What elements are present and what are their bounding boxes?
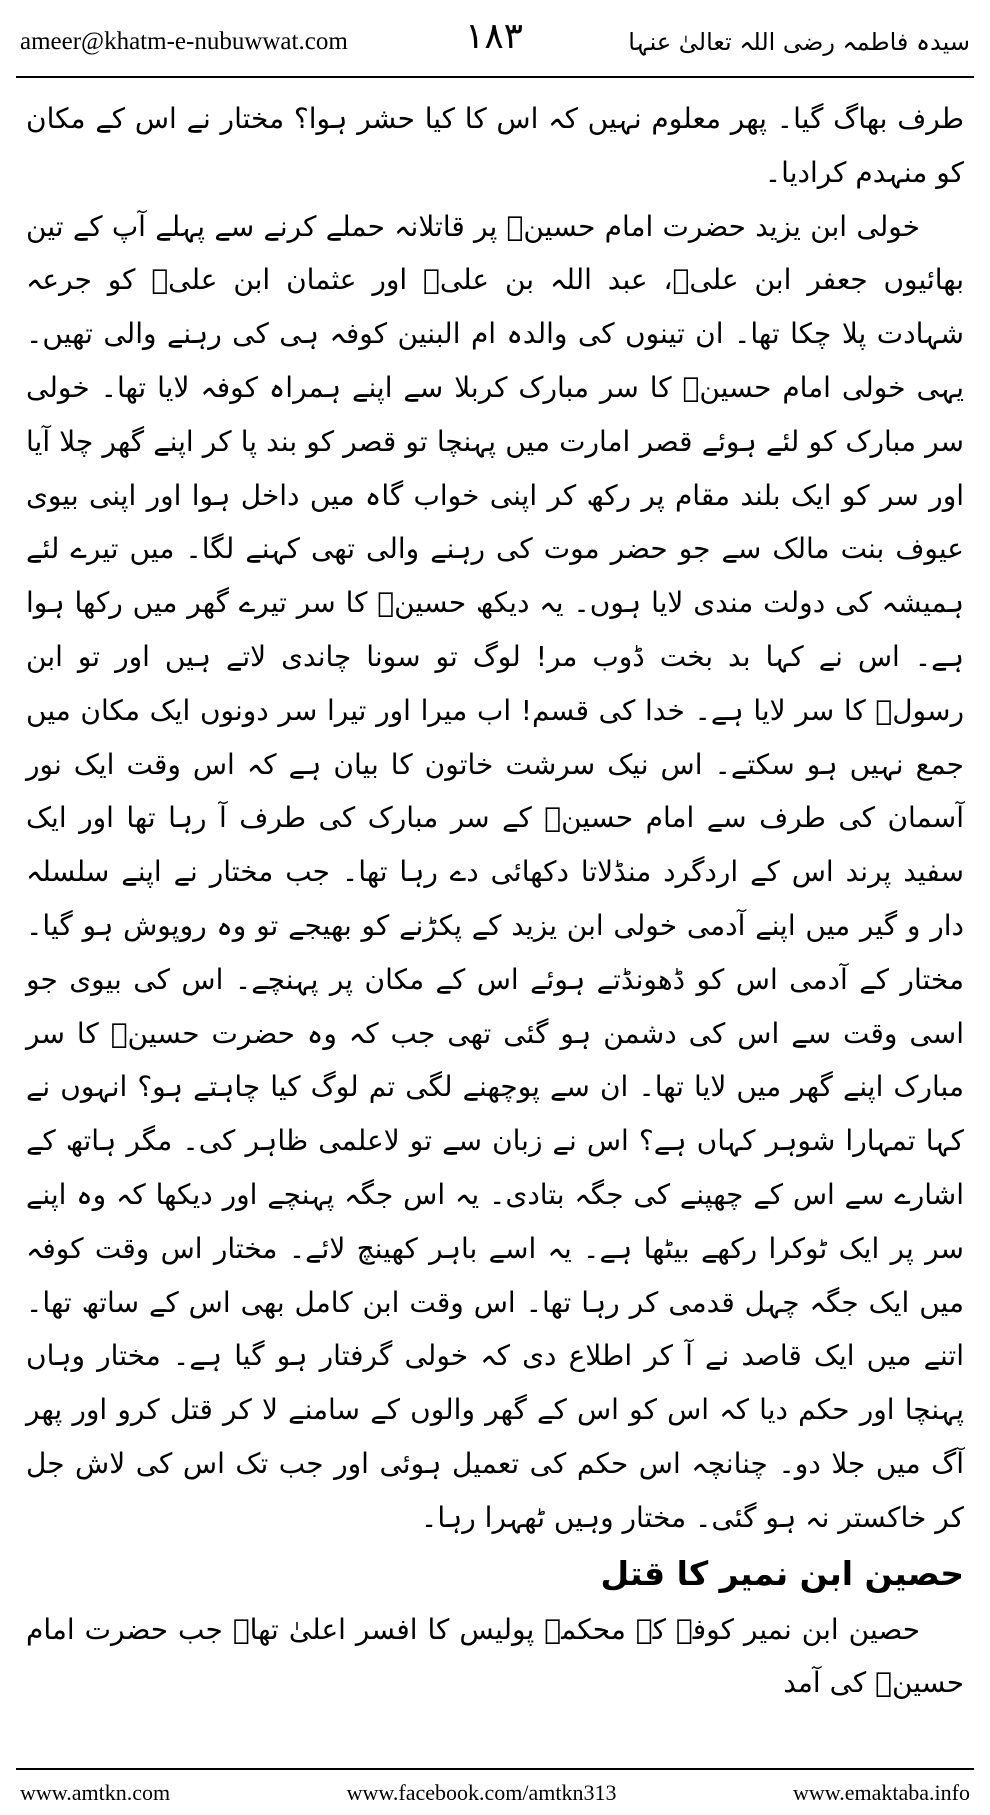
page-body	[26, 92, 964, 1710]
paragraph-1: طرف بھاگ گیا۔ پھر معلوم نہیں کہ اس کا کیا حشر ہوا؟ مختار نے اس کے مکان کو منہدم کرادیا۔	[26, 102, 964, 189]
header-email: ameer@khatm-e-nubuwwat.com	[20, 28, 348, 55]
page-number: ۱۸۳	[465, 16, 524, 57]
section-heading: حصین ابن نمیر کا قتل	[600, 1553, 964, 1593]
header-divider	[16, 76, 974, 78]
footer-link-center: www.facebook.com/amtkn313	[346, 1780, 617, 1805]
paragraph-3: حصین ابن نمیر کوفہ کے محکمہ پولیس کا افسر اعلیٰ تھا۔ جب حضرت امام حسینؓ کی آمد	[26, 1612, 964, 1700]
paragraph-2: خولی ابن یزید حضرت امام حسینؓ پر قاتلانہ حملے کرنے سے پہلے آپ کے تین بھائیوں جعفر ابن علیؓ، عبد اللہ بن علیؓ اور عثمان ابن علیؓ کو جرعہ شہادت پلا چکا تھا۔ ان تینوں کی والدہ ام البنین کوفہ ہی کی رہنے والی تھیں۔ یہی خولی امام حسینؓ کا سر مبارک کربلا سے اپنے ہمراہ کوفہ لایا تھا۔ خولی سر مبارک کو لئے ہوئے قصر امارت میں پہنچا تو قصر کو بند پا کر اپنے گھر چلا آیا اور سر کو ایک بلند مقام پر رکھ کر اپنی خواب گاہ میں داخل ہوا اور اپنی بیوی عیوف بنت مالک سے جو حضر موت کی رہنے والی تھی کہنے لگا۔ میں تیرے لئے ہمیشہ کی دولت مندی لایا ہوں۔ یہ دیکھ حسینؓ کا سر تیرے گھر میں رکھا ہوا ہے۔ اس نے کہا بد بخت ڈوب مر! لوگ تو سونا چاندی لاتے ہیں اور تو ابن رسولؐ کا سر لایا ہے۔ خدا کی قسم! اب میرا اور تیرا سر دونوں ایک مکان میں جمع نہیں ہو سکتے۔ اس نیک سرشت خاتون کا بیان ہے کہ اس وقت ایک نور آسمان کی طرف سے امام حسینؓ کے سر مبارک کی طرف آ رہا تھا اور ایک سفید پرند اس کے اردگرد منڈلاتا دکھائی دے رہا تھا۔ جب مختار نے اپنے سلسلہ دار و گیر میں اپنے آدمی خولی ابن یزید کے پکڑنے کو بھیجے تو وہ روپوش ہو گیا۔ مختار کے آدمی اس کو ڈھونڈتے ہوئے اس کے مکان پر پہنچے۔ اس کی بیوی جو اسی وقت سے اس کی دشمن ہو گئی تھی جب کہ وہ حضرت حسینؓ کا سر مبارک اپنے گھر میں لایا تھا۔ ان سے پوچھنے لگی تم لوگ کیا چاہتے ہو؟ انہوں نے کہا تمہارا شوہر کہاں ہے؟ اس نے زبان سے تو لاعلمی ظاہر کی۔ مگر ہاتھ کے اشارے سے اس کے چھپنے کی جگہ بتادی۔ یہ اس جگہ پہنچے اور دیکھا کہ وہ اپنے سر پر ایک ٹوکرا رکھے بیٹھا ہے۔ یہ اسے باہر کھینچ لائے۔ مختار اس وقت کوفہ میں ایک جگہ چہل قدمی کر رہا تھا۔ اس وقت ابن کامل بھی اس کے ساتھ تھا۔ اتنے میں ایک قاصد نے آ کر اطلاع دی کہ خولی گرفتار ہو گیا ہے۔ مختار وہاں پہنچا اور حکم دیا کہ اس کو اس کے گھر والوں کے سامنے لا کر قتل کرو اور پھر آگ میں جلا دو۔ چنانچہ اس حکم کی تعمیل ہوئی اور جب تک اس کی لاش جل کر خاکستر نہ ہو گئی۔ مختار وہیں ٹھہرا رہا۔	[26, 209, 964, 1534]
footer-divider	[16, 1768, 974, 1770]
footer-link-right: www.emaktaba.info	[793, 1780, 970, 1805]
page-header	[20, 14, 970, 70]
page-footer	[20, 1776, 970, 1810]
footer-link-left: www.amtkn.com	[20, 1780, 171, 1805]
book-title: سیدہ فاطمہ رضی اللہ تعالیٰ عنہا	[628, 28, 970, 56]
